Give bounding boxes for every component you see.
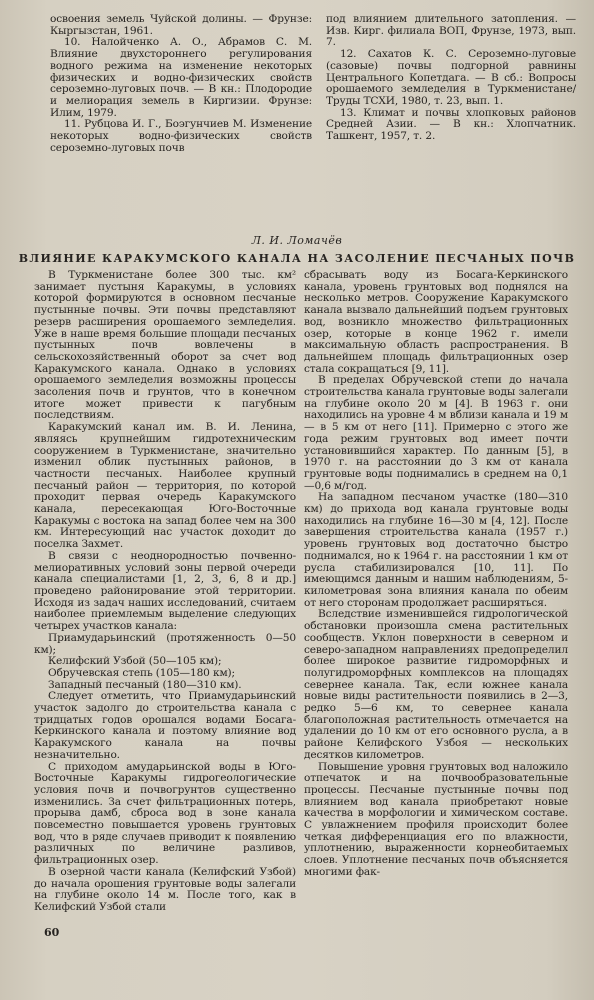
paragraph: сбрасывать воду из Босага-Керкинского канала, уровень грунтовых вод поднялся на несколько метров. Сооружение Каракумского канала вызвало дальнейший подъем грунтовых вод, возникло множество фильтрационных озер, которые в конце 1962 г. имели максимальную область распространения. В дальнейшем площадь фильтрационных озер стала сокращаться [9, 11]. xyxy=(304,269,568,375)
reference-item: 13. Климат и почвы хлопковых районов Средней Азии. — В кн.: Хлопчатник. Ташкент, 1957, т. 2. xyxy=(326,106,576,143)
references-left xyxy=(50,14,312,154)
list-item: Приамударьинский (протяженность 0—50 км); xyxy=(34,631,296,656)
body-column-left xyxy=(34,270,296,914)
paragraph: В пределах Обручевской степи до начала строительства канала грунтовые воды залегали на глубине около 20 м [4]. В 1963 г. они находились на уровне 4 м вблизи канала и 19 м — в 5 км от него [11]. Примерно с этого же года режим грунтовых вод имеет почти установившийся характер. По данным [5], в 1970 г. на расстоянии до 3 км от канала грунтовые воды поднимались в среднем на 0,1—0,6 м/год. xyxy=(304,374,568,492)
reference-item: 11. Рубцова И. Г., Боэгунчиев М. Изменение некоторых водно-физических свойств сероземно-луговых почв xyxy=(50,118,312,154)
paragraph: Повышение уровня грунтовых вод наложило отпечаток и на почвообразовательные процессы. Песчаные пустынные почвы под влиянием вод канала приобретают новые качества в морфологии и химическом составе. С увлажнением профиля происходит более четкая дифференциация его по влажности, уплотнению, выраженности корнеобитаемых слоев. Уплотнение песчаных почв объясняется многими фак- xyxy=(304,760,568,878)
reference-item: под влиянием длительного затопления. — Изв. Кирг. филиала ВОП, Фрунзе, 1973, вып. 7. xyxy=(326,13,576,49)
paragraph: На западном песчаном участке (180—310 км) до прихода вод канала грунтовые воды находились на глубине 16—30 м [4, 12]. После завершения строительства канала (1957 г.) уровень грунтовых вод достаточно быстро поднимался, но к 1964 г. на расстоянии 1 км от русла стабилизировался [10, 11]. По имеющимся данным и нашим наблюдениям, 5-километровая зона влияния канала по обеим от него сторонам продолжает расширяться. xyxy=(304,491,568,609)
paragraph: С приходом амударьинской воды в Юго-Восточные Каракумы гидрогеологические условия почв и почвогрунтов существенно изменились. За счет фильтрационных потерь, прорыва дамб, сброса вод в зоне канала повсеместно повышается уровень грунтовых вод, что в ряде случаев приводит к появлению различных по величине разливов, фильтрационных озер. xyxy=(34,760,296,867)
list-item: Обручевская степь (105—180 км); xyxy=(48,666,235,679)
list-item: Келифский Узбой (50—105 км); xyxy=(48,655,222,668)
paragraph: Вследствие изменившейся гидрологической обстановки произошла смена растительных сообществ. Уклон поверхности в северном и северо-западном направлениях предопределил более широкое развитие гидроморфных и полугидроморфных комплексов на площадях севернее канала. Так, если южнее канала новые виды растительности появились в 2—3, редко 5—6 км, то севернее канала благоположная растительность отмечается на удалении до 10 км от его основного русла, а в районе Келифского Узбоя — нескольких десятков километров. xyxy=(304,608,568,761)
reference-item: освоения земель Чуйской долины. — Фрунзе: Кыргызстан, 1961. xyxy=(50,13,312,37)
paragraph: В связи с неоднородностью почвенно-мелиоративных условий зоны первой очереди канала специалистами [1, 2, 3, 6, 8 и др.] проведено районирование этой территории. Исходя из задач наших исследований, считаем наиболее приемлемым выделение следующих четырех участков канала: xyxy=(34,549,296,633)
reference-item: 10. Налойченко А. О., Абрамов С. М. Влияние двухстороннего регулирования водного режима на изменение некоторых физических и водно-физических свойств сероземно-луговых почв. — В кн.: Плодородие и мелиорация земель в Киргизии. Фрунзе: Илим, 1979. xyxy=(50,36,312,119)
list-item: Западный песчаный (180—310 км). xyxy=(48,678,242,691)
article-author: Л. И. Ломачёв xyxy=(251,234,343,247)
paragraph: В Туркменистане более 300 тыс. км² занимает пустыня Каракумы, в условиях которой формируются в основном песчаные пустынные почвы. Эти почвы представляют резерв расширения орошаемого земледелия. Уже в наше время большие площади песчаных пустынных почв вовлечены в сельскохозяйственный оборот за счет вод Каракумского канала. Однако в условиях орошаемого земледелия возможны процессы засоления почв и грунтов, что в конечном итоге может привести к пагубным последствиям. xyxy=(34,269,296,422)
article-title: ВЛИЯНИЕ КАРАКУМСКОГО КАНАЛА НА ЗАСОЛЕНИЕ ПЕСЧАНЫХ ПОЧВ xyxy=(18,252,576,265)
paragraph: В озерной части канала (Келифский Узбой) до начала орошения грунтовые воды залегали на глубине около 14 м. После того, как в Келифский Узбой стали xyxy=(34,865,296,913)
references-right xyxy=(326,14,576,143)
body-column-right xyxy=(304,270,568,879)
paragraph: Следует отметить, что Приамударьинский участок задолго до строительства канала с тридцатых годов орошался водами Босага-Керкинского канала и поэтому влияние вод Каракумского канала на почвы незначительно. xyxy=(34,690,296,761)
paragraph: Каракумский канал им. В. И. Ленина, являясь крупнейшим гидротехническим сооружением в Туркменистане, значительно изменил облик пустынных районов, в частности песчаных. Наиболее крупный песчаный район — территория, по которой проходит первая очередь Каракумского канала, пересекающая Юго-Восточные Каракумы с востока на запад более чем на 300 км. Интересующий нас участок доходит до поселка Захмет. xyxy=(34,421,296,551)
reference-item: 12. Сахатов К. С. Сероземно-луговые (сазовые) почвы подгорной равнины Центрального Копетдага. — В сб.: Вопросы орошаемого земледелия в Туркменистане/Труды ТСХИ, 1980, т. 23, вып. 1. xyxy=(326,48,576,107)
page-number: 60 xyxy=(44,926,60,939)
